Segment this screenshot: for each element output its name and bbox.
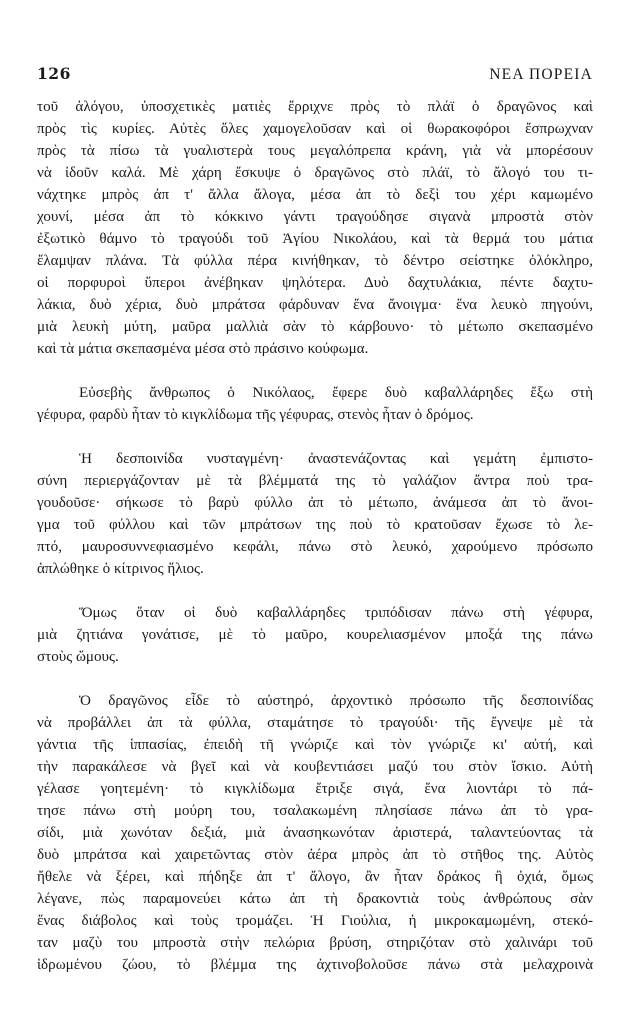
text-line: ἱδρωμένου ζώου, τὸ βλέμμα της ἀχτινοβολοῦσε πάνω στὰ μελαχροινὰ <box>37 957 593 973</box>
text-line: γέφυρα, φαρδὺ ἦταν τὸ κιγκλίδωμα τῆς γέφυρας, στενὸς ἦταν ὁ δρόμος. <box>37 407 474 423</box>
paragraph <box>37 602 593 668</box>
text-line: λάκια, δυὸ χέρια, δυὸ μπράτσα φάρδυναν ἕνα ἄνοιγμα· ἕνα λευκὸ πηγούνι, <box>37 297 593 313</box>
text-line: τὴν παρακάλεσε νὰ βγεῖ καὶ νὰ κουβεντιάσει μαζύ του στὸν ἴσκιο. Αὐτὴ <box>37 759 593 775</box>
text-line: σύνη περιεργάζονταν μὲ τὰ βλέμματά της τὸ γαλάζιον ἄντρα ποὺ τρα- <box>37 473 593 489</box>
text-line: Ἡ δεσποινίδα νυσταγμένη· ἀναστενάζοντας καὶ γεμάτη ἐμπιστο- <box>79 451 593 467</box>
text-line: γμα τοῦ φύλλου καὶ τῶν μπράτσων της ποὺ τὸ κρατοῦσαν ἔχωσε τὸ λε- <box>37 517 593 533</box>
page-number: 126 <box>37 64 71 83</box>
text-line: μιὰ ζητιάνα γονάτισε, μὲ τὸ μαῦρο, κουρελιασμένον μποξά της πάνω <box>37 627 593 643</box>
text-line: σίδι, μιὰ χωνόταν δεξιά, μιὰ ἀνασηκωνόταν ἀριστερά, ταλαντεύοντας τὰ <box>37 825 593 841</box>
text-line: νάχτηκε μπρὸς ἀπ τ' ἄλλα ἄλογα, μέσα ἀπ τὸ δεξὶ του χέρι καμωμένο <box>37 187 593 203</box>
text-line: λέγανε, πὼς παραμονεύει κάτω ἀπ τὴ δρακοντιὰ τοὺς ἀνθρώπους σὰν <box>37 891 593 907</box>
text-line: πρὸς τὰ πίσω τὰ γυαλιστερὰ τους μεγαλόπρεπα κράνη, γιὰ νὰ μπορέσουν <box>37 143 593 159</box>
text-line: νὰ προβάλλει ἀπ τὰ φύλλα, σταμάτησε τὸ τραγούδι· τῆς ἔγνεψε μὲ τὰ <box>37 715 593 731</box>
paragraph <box>37 448 593 580</box>
text-line: πρὸς τὶς κυρίες. Αὐτὲς ὅλες χαμογελοῦσαν καὶ οἱ θωρακοφόροι ἔσπρωχναν <box>37 121 593 137</box>
text-line: γουδοῦσε· σήκωσε τὸ βαρὺ φύλλο ἀπ τὸ μέτωπο, ἀνάμεσα ἀπ τὸ ἄνοι- <box>37 495 593 511</box>
text-line: χουνί, μέσα ἀπ τὸ κόκκινο γάντι τραγούδησε σιγανὰ μπροστὰ στὸν <box>37 209 593 225</box>
paragraph <box>37 382 593 426</box>
text-line: μιὰ λευκὴ μύτη, μαῦρα μαλλιὰ σὰν τὸ κάρβουνο· τὸ μέτωπο σκεπασμένο <box>37 319 593 335</box>
text-line: νὰ ἰδοῦν καλά. Μὲ χάρη ἔσκυψε ὁ δραγῶνος στὸ πλάϊ, τὸ ἄλογό του τι- <box>37 165 593 181</box>
journal-title: ΝΕΑ ΠΟΡΕΙΑ <box>489 66 593 83</box>
text-line: Εὐσεβὴς ἄνθρωπος ὁ Νικόλαος, ἔφερε δυὸ καβαλλάρηδες ἔξω στὴ <box>79 385 593 401</box>
text-line: ἐξωτικὸ θάμνο τὸ τραγούδι τοῦ Ἁγίου Νικολάου, καὶ τὰ θερμά του μάτια <box>37 231 593 247</box>
text-line: ταν μαζὺ του μπροστὰ στὴν πελώρια βρύση, στηριζόταν στὸ χαλινάρι τοῦ <box>37 935 593 951</box>
running-head <box>37 64 593 94</box>
text-line: Ὁ δραγῶνος εἶδε τὸ αὐστηρό, ἀρχοντικὸ πρόσωπο τῆς δεσποινίδας <box>79 693 593 709</box>
text-line: τησε πάνω στὴ μούρη του, τσαλακωμένη πλησίασε πάνω ἀπ τὸ γρα- <box>37 803 593 819</box>
body-text <box>37 96 593 976</box>
text-line: Ὅμως ὅταν οἱ δυὸ καβαλλάρηδες τριπόδισαν πάνω στὴ γέφυρα, <box>79 605 593 621</box>
paragraph <box>37 690 593 976</box>
text-line: πτό, μαυροσυννεφιασμένο κεφάλι, πάνω στὸ λευκό, χαρούμενο πρόσωπο <box>37 539 593 555</box>
text-line: γέλασε γοητεμένη· τὸ κιγκλίδωμα ἔτριξε σιγά, ἕνα λιοντάρι τὸ πά- <box>37 781 593 797</box>
text-line: ἕνας διάβολος καὶ τοὺς τρομάζει. Ἡ Γιούλια, ἡ μικροκαμωμένη, στεκό- <box>37 913 593 929</box>
text-line: ἤθελε νὰ ξέρει, καὶ πήδηξε ἀπ τ' ἄλογο, ἂν ἦταν δράκος ἢ ὀχιά, ὅμως <box>37 869 593 885</box>
text-line: στοὺς ὤμους. <box>37 649 119 665</box>
text-line: οἱ πορφυροὶ ὕπεροι ἀνέβηκαν ψηλότερα. Δυὸ δαχτυλάκια, πέντε δαχτυ- <box>37 275 593 291</box>
paragraph <box>37 96 593 360</box>
text-line: ἁπλώθηκε ὁ κίτρινος ἥλιος. <box>37 561 204 577</box>
text-line: δυὸ μπράτσα καὶ χαιρετῶντας στὸν ἀέρα μπρὸς ἀπ τὸ στῆθος της. Αὐτὸς <box>37 847 593 863</box>
text-line: ἔλαμψαν πλάνα. Τὰ φύλλα πέρα κινήθηκαν, τὸ δέντρο σείστηκε ὁλόκληρο, <box>37 253 593 269</box>
book-page <box>37 64 593 976</box>
text-line: γάντια τῆς ἱππασίας, ἐπειδὴ τῆ γνώριζε καὶ τὸν γνώριζε κι' αὐτή, καὶ <box>37 737 593 753</box>
text-line: τοῦ ἀλόγου, ὑποσχετικὲς ματιὲς ἔρριχνε πρὸς τὸ πλάϊ ὁ δραγῶνος καὶ <box>37 99 593 115</box>
text-line: καὶ τὰ μάτια σκεπασμένα μέσα στὸ πράσινο κούφωμα. <box>37 341 369 357</box>
